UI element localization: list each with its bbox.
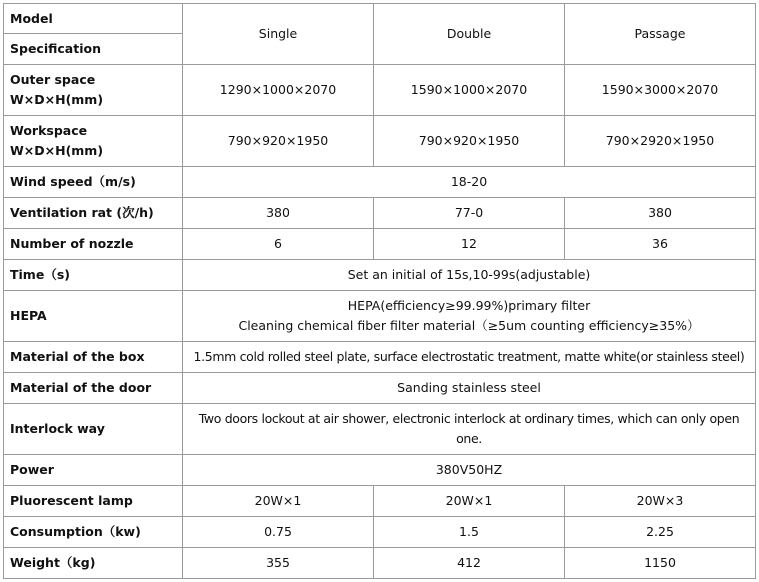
table-row — [4, 342, 756, 373]
door-material-value: Sanding stainless steel — [183, 373, 756, 404]
workspace-single: 790×920×1950 — [183, 116, 374, 167]
specification-label: Specification — [4, 34, 183, 65]
interlock-line1: Two doors lockout at air shower, electronic interlock at ordinary times, which can only open — [198, 411, 740, 426]
table-row — [4, 229, 756, 260]
table-row — [4, 167, 756, 198]
outer-space-label — [4, 65, 183, 116]
table-row — [4, 517, 756, 548]
consumption-label: Consumption（kw) — [4, 517, 183, 548]
column-header-double: Double — [374, 4, 565, 65]
lamp-single: 20W×1 — [183, 486, 374, 517]
outer-space-label-line2: W×D×H(mm) — [10, 92, 104, 107]
box-material-label: Material of the box — [4, 342, 183, 373]
outer-space-label-line1: Outer space — [10, 72, 96, 87]
interlock-value — [183, 404, 756, 455]
wind-speed-value: 18-20 — [183, 167, 756, 198]
hepa-value — [183, 291, 756, 342]
model-label: Model — [10, 10, 53, 26]
interlock-line2: one. — [456, 431, 482, 446]
lamp-label: Pluorescent lamp — [4, 486, 183, 517]
table-row — [4, 260, 756, 291]
lamp-passage: 20W×3 — [565, 486, 756, 517]
nozzle-single: 6 — [183, 229, 374, 260]
power-value: 380V50HZ — [183, 455, 756, 486]
table-row — [4, 455, 756, 486]
weight-passage: 1150 — [565, 548, 756, 579]
table-row — [4, 198, 756, 229]
column-header-single: Single — [183, 4, 374, 65]
workspace-label-line1: Workspace — [10, 123, 88, 138]
ventilation-label: Ventilation rat (次/h) — [4, 198, 183, 229]
time-value: Set an initial of 15s,10-99s(adjustable) — [183, 260, 756, 291]
consumption-double: 1.5 — [374, 517, 565, 548]
weight-single: 355 — [183, 548, 374, 579]
weight-label: Weight（kg) — [4, 548, 183, 579]
consumption-single: 0.75 — [183, 517, 374, 548]
workspace-label — [4, 116, 183, 167]
table-row — [4, 373, 756, 404]
interlock-label: Interlock way — [4, 404, 183, 455]
model-label-cell — [4, 4, 183, 34]
specification-table — [3, 3, 756, 579]
workspace-passage: 790×2920×1950 — [565, 116, 756, 167]
workspace-label-line2: W×D×H(mm) — [10, 143, 104, 158]
consumption-passage: 2.25 — [565, 517, 756, 548]
ventilation-single: 380 — [183, 198, 374, 229]
hepa-line2: Cleaning chemical fiber filter material（≥5um counting efficiency≥35%） — [238, 318, 700, 333]
table-row — [4, 486, 756, 517]
outer-space-single: 1290×1000×2070 — [183, 65, 374, 116]
weight-double: 412 — [374, 548, 565, 579]
workspace-double: 790×920×1950 — [374, 116, 565, 167]
outer-space-passage: 1590×3000×2070 — [565, 65, 756, 116]
power-label: Power — [4, 455, 183, 486]
nozzle-label: Number of nozzle — [4, 229, 183, 260]
column-header-passage: Passage — [565, 4, 756, 65]
table-row — [4, 116, 756, 167]
table-row — [4, 404, 756, 455]
box-material-value: 1.5mm cold rolled steel plate, surface electrostatic treatment, matte white(or stainless steel) — [183, 342, 756, 373]
nozzle-double: 12 — [374, 229, 565, 260]
door-material-label: Material of the door — [4, 373, 183, 404]
table-row — [4, 4, 756, 34]
ventilation-passage: 380 — [565, 198, 756, 229]
hepa-label: HEPA — [4, 291, 183, 342]
table-row — [4, 291, 756, 342]
ventilation-double: 77-0 — [374, 198, 565, 229]
hepa-line1: HEPA(efficiency≥99.99%)primary filter — [347, 298, 591, 313]
nozzle-passage: 36 — [565, 229, 756, 260]
table-row — [4, 548, 756, 579]
lamp-double: 20W×1 — [374, 486, 565, 517]
table-row — [4, 65, 756, 116]
outer-space-double: 1590×1000×2070 — [374, 65, 565, 116]
wind-speed-label: Wind speed（m/s) — [4, 167, 183, 198]
time-label: Time（s) — [4, 260, 183, 291]
